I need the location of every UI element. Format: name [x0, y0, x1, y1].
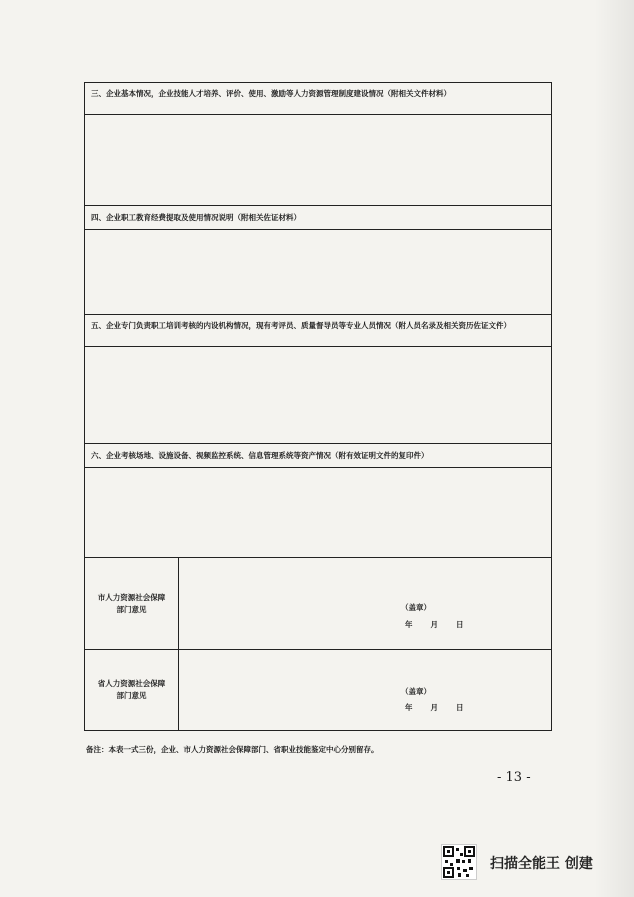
section-3-body[interactable]: [85, 115, 551, 206]
application-form-table: [84, 82, 552, 731]
province-approval-label: 省人力资源社会保障部门意见: [85, 650, 179, 730]
month-label: 月: [430, 703, 438, 712]
page-number: - 13 -: [497, 770, 531, 785]
city-approval-area[interactable]: [179, 558, 551, 649]
day-label: 日: [456, 620, 464, 629]
province-approval-area[interactable]: [179, 650, 551, 730]
section-5-body[interactable]: [85, 347, 551, 444]
scanner-watermark: 扫描全能王 创建: [490, 856, 593, 872]
city-approval-row: [85, 558, 551, 650]
city-date: [405, 619, 482, 630]
section-6-body[interactable]: [85, 468, 551, 558]
province-seal-text: （盖章）: [401, 687, 431, 696]
section-6-heading: 六、企业考核场地、设施设备、视频监控系统、信息管理系统等资产情况（附有效证明文件的复印件）: [85, 444, 551, 468]
section-3-heading: 三、企业基本情况，企业技能人才培养、评价、使用、激励等人力资源管理制度建设情况（附相关文件材料）: [85, 83, 551, 115]
province-date: [405, 702, 482, 713]
city-seal-text: （盖章）: [401, 603, 431, 612]
day-label: 日: [456, 703, 464, 712]
section-4-body[interactable]: [85, 230, 551, 315]
year-label: 年: [405, 703, 413, 712]
city-approval-label: 市人力资源社会保障部门意见: [85, 558, 179, 649]
year-label: 年: [405, 620, 413, 629]
page-edge-shadow: [594, 0, 634, 897]
section-5-heading: 五、企业专门负责职工培训考核的内设机构情况，现有考评员、质量督导员等专业人员情况（附人员名录及相关资历佐证文件）: [85, 315, 551, 347]
section-4-heading: 四、企业职工教育经费提取及使用情况说明（附相关佐证材料）: [85, 206, 551, 230]
month-label: 月: [430, 620, 438, 629]
footnote: 备注：本表一式三份，企业、市人力资源社会保障部门、省职业技能鉴定中心分别留存。: [86, 745, 379, 754]
province-approval-row: [85, 650, 551, 730]
qr-code-icon: [441, 844, 477, 880]
